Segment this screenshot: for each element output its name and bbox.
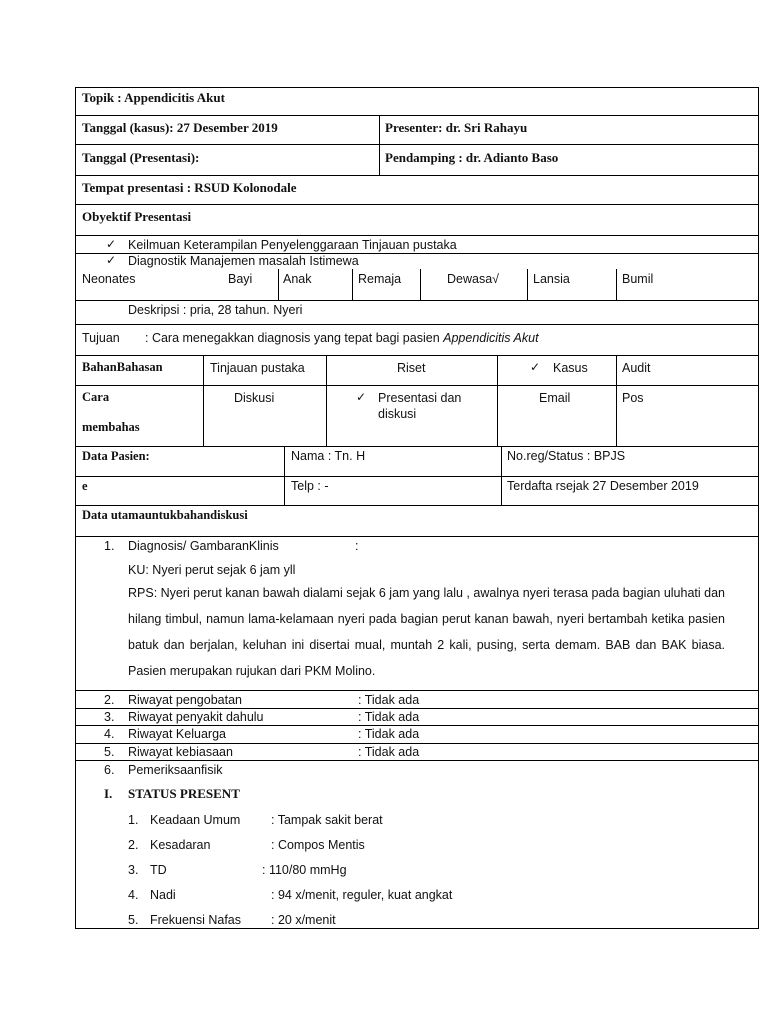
check-icon: ✓ — [106, 237, 117, 251]
tujuan-label: Tujuan — [82, 331, 120, 345]
bahan-tinjauan: Tinjauan pustaka — [210, 361, 305, 375]
table-border-right — [758, 87, 759, 929]
pendamping-text: Pendamping : dr. Adianto Baso — [385, 150, 559, 165]
divider — [284, 447, 285, 505]
status-num: 5. — [128, 913, 139, 927]
diagnosis-num: 1. — [104, 539, 115, 553]
table-border-bottom — [75, 928, 758, 929]
cara-pos: Pos — [622, 391, 644, 405]
objective-1: Keilmuan Keterampilan Penyelenggaraan Tinjauan pustaka — [128, 238, 457, 252]
riwayat-value: : Tidak ada — [358, 727, 420, 741]
category-bayi: Bayi — [228, 272, 253, 286]
category-lansia: Lansia — [533, 272, 570, 286]
check-icon: ✓ — [356, 390, 367, 404]
status-num: 4. — [128, 888, 139, 902]
status-label: Frekuensi Nafas — [150, 913, 242, 927]
diagnosis-label: Diagnosis/ GambaranKlinis — [128, 539, 279, 553]
status-label: Kesadaran — [150, 838, 211, 852]
divider — [616, 269, 617, 300]
status-value: : 94 x/menit, reguler, kuat angkat — [271, 888, 453, 902]
status-value: : 110/80 mmHg — [262, 863, 347, 877]
bahan-audit: Audit — [622, 361, 651, 375]
category-bumil: Bumil — [622, 272, 654, 286]
riwayat-label: Riwayat kebiasaan — [128, 745, 233, 759]
cara-diskusi: Diskusi — [234, 391, 275, 405]
divider — [527, 269, 528, 300]
check-icon: ✓ — [530, 360, 541, 374]
status-value: : Compos Mentis — [271, 838, 365, 852]
topik-text: Topik : Appendicitis Akut — [82, 90, 225, 105]
status-num: 1. — [128, 813, 139, 827]
riwayat-num: 4. — [104, 727, 115, 741]
bahan-label: BahanBahasan — [82, 360, 163, 374]
pasien-telp: Telp : - — [291, 479, 329, 493]
status-label: Keadaan Umum — [150, 813, 241, 827]
tanggal-presentasi-text: Tanggal (Presentasi): — [82, 150, 200, 165]
riwayat-num: 2. — [104, 693, 115, 707]
divider — [278, 269, 279, 300]
cara-presentasi-2: diskusi — [378, 407, 417, 421]
deskripsi-text: Deskripsi : pria, 28 tahun. Nyeri — [128, 303, 303, 317]
bahan-riset: Riset — [397, 361, 426, 375]
pasien-noreg: No.reg/Status : BPJS — [507, 449, 626, 463]
row-categories-top — [75, 254, 758, 269]
riwayat-label: Riwayat Keluarga — [128, 727, 226, 741]
riwayat-label: Riwayat pengobatan — [128, 693, 242, 707]
riwayat-value: : Tidak ada — [358, 745, 420, 759]
presenter-text: Presenter: dr. Sri Rahayu — [385, 120, 528, 135]
status-title: STATUS PRESENT — [128, 786, 240, 801]
cara-label-2: membahas — [82, 420, 140, 434]
category-dewasa: Dewasa√ — [447, 272, 500, 286]
riwayat-value: : Tidak ada — [358, 710, 420, 724]
pasien-e: e — [82, 479, 88, 493]
status-value: : Tampak sakit berat — [271, 813, 383, 827]
status-label: TD — [150, 863, 167, 877]
status-roman: I. — [104, 786, 113, 801]
cara-label-1: Cara — [82, 390, 110, 404]
tanggal-kasus-text: Tanggal (kasus): 27 Desember 2019 — [82, 120, 278, 135]
category-anak: Anak — [283, 272, 312, 286]
data-utama-heading: Data utamauntukbahandiskusi — [82, 508, 248, 522]
riwayat-label: Riwayat penyakit dahulu — [128, 710, 264, 724]
status-value: : 20 x/menit — [271, 913, 336, 927]
riwayat-num: 5. — [104, 745, 115, 759]
divider — [501, 447, 502, 505]
divider — [420, 269, 421, 300]
obyektif-text: Obyektif Presentasi — [82, 209, 192, 224]
diagnosis-rps: RPS: Nyeri perut kanan bawah dialami sejak 6 jam yang lalu , awalnya nyeri terasa pada bagian uluhati dan hilang timbul, namun lama-kelamaan nyeri pada bagian perut kanan bawah, nyeri bertambah ketika pasien batuk dan berjalan, keluhan ini disertai mual, muntah 2 kali, pusing, serta demam. BAB dan BAK biasa. Pasien merupakan rujukan dari PKM Molino. — [128, 586, 725, 678]
cara-presentasi-1: Presentasi dan — [378, 391, 462, 405]
status-num: 3. — [128, 863, 139, 877]
pasien-label: Data Pasien: — [82, 449, 150, 463]
category-neonates: Neonates — [82, 272, 136, 286]
status-label: Nadi — [150, 888, 176, 902]
riwayat-num: 3. — [104, 710, 115, 724]
divider — [352, 269, 353, 300]
tujuan-text — [145, 330, 539, 346]
tujuan-body: : Cara menegakkan diagnosis yang tepat bagi pasien — [145, 331, 444, 345]
bahan-kasus: Kasus — [553, 361, 588, 375]
check-icon: ✓ — [106, 253, 117, 267]
diagnosis-ku: KU: Nyeri perut sejak 6 jam yll — [128, 563, 296, 577]
objective-2: Diagnostik Manajemen masalah Istimewa — [128, 254, 359, 268]
tujuan-italic: Appendicitis Akut — [443, 331, 539, 345]
status-num: 2. — [128, 838, 139, 852]
row-categories — [75, 269, 758, 301]
diagnosis-colon: : — [355, 539, 359, 553]
pasien-terdaftar: Terdafta rsejak 27 Desember 2019 — [507, 479, 699, 493]
riwayat-value: : Tidak ada — [358, 693, 420, 707]
tempat-text: Tempat presentasi : RSUD Kolonodale — [82, 180, 297, 195]
cara-email: Email — [539, 391, 571, 405]
pasien-nama: Nama : Tn. H — [291, 449, 366, 463]
row-pasien — [75, 447, 758, 477]
category-remaja: Remaja — [358, 272, 402, 286]
riwayat-num: 6. — [104, 763, 115, 777]
riwayat-label: Pemeriksaanfisik — [128, 763, 223, 777]
